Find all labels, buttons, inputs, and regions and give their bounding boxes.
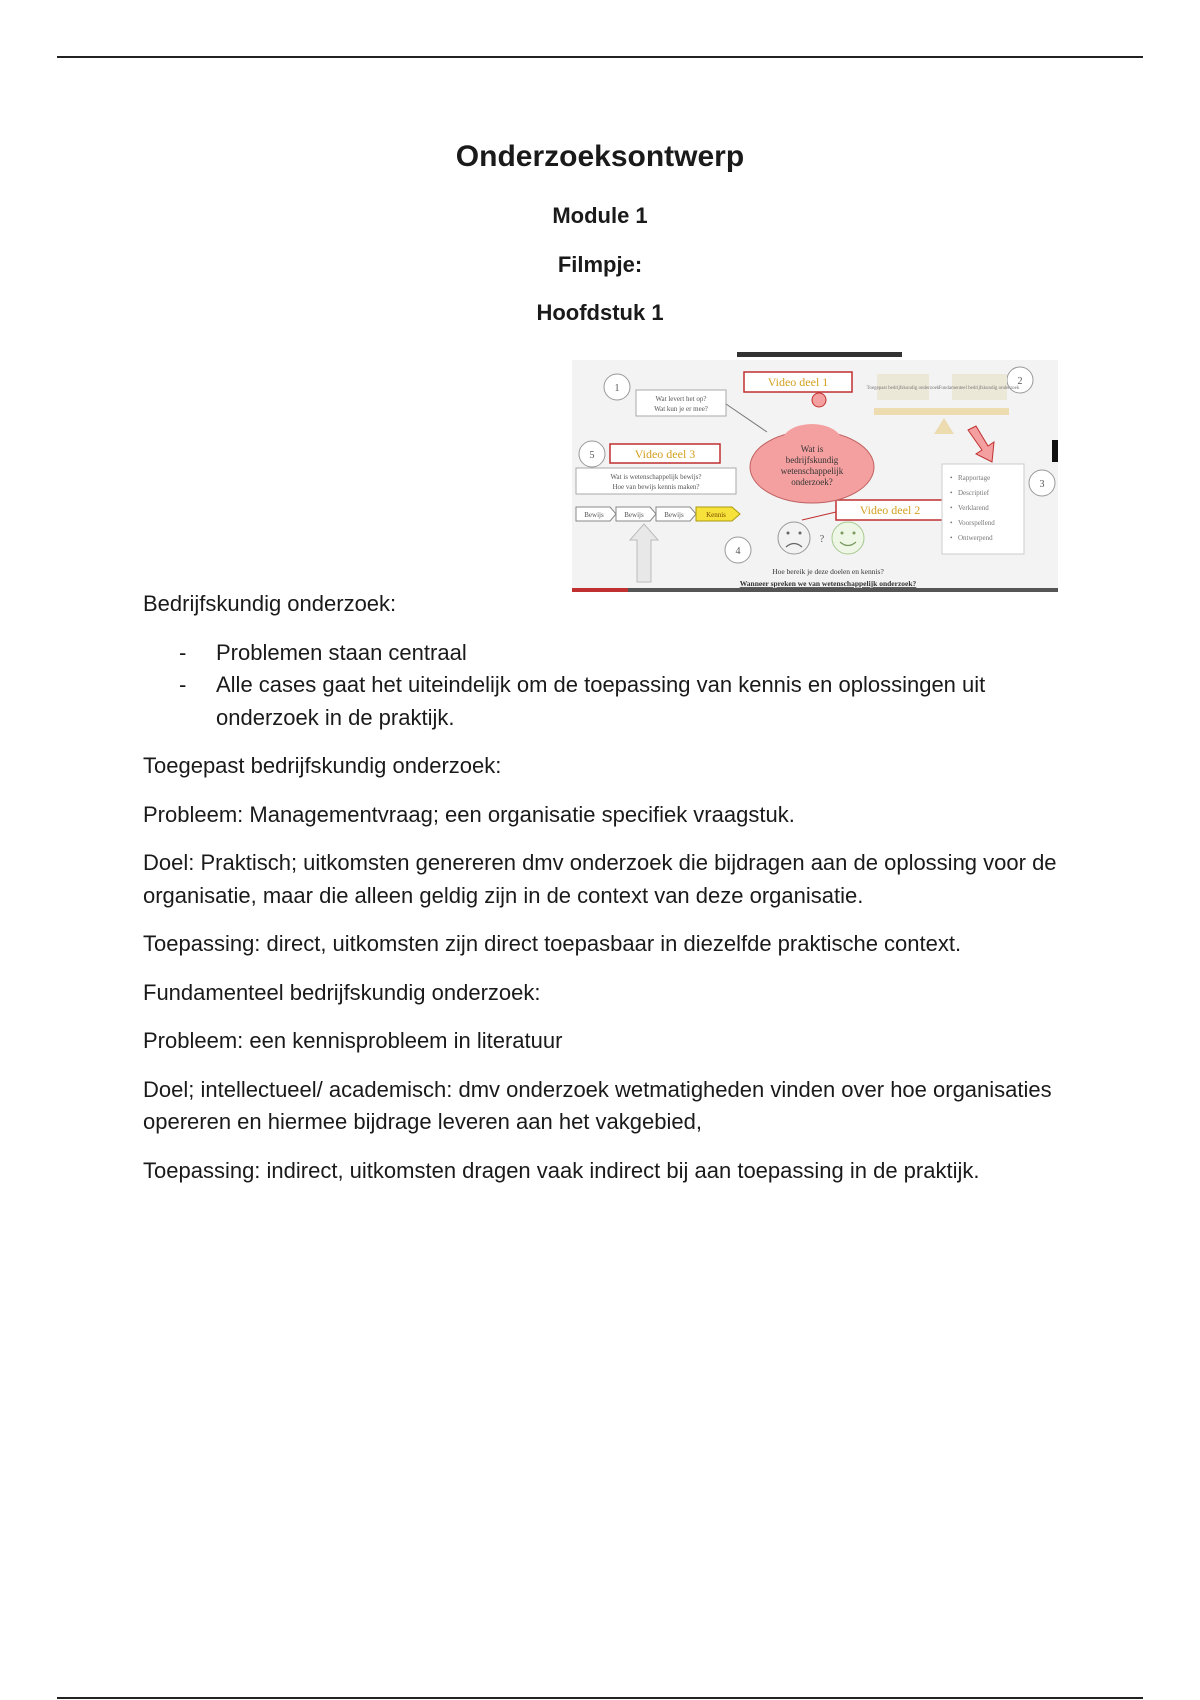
bottom-question-2: Wanneer spreken we van wetenschappelijk onderzoek? (739, 579, 917, 588)
toegepast-doel: Doel: Praktisch; uitkomsten genereren dmv onderzoek die bijdragen aan de oplossing voor de organisatie, maar die alleen geldig zijn in de context van deze organisatie. (143, 850, 1057, 908)
question-mark: ? (819, 534, 825, 545)
filmpje-heading: Filmpje: (557, 252, 643, 277)
page-title: Onderzoeksontwerp (455, 140, 745, 173)
lecture-slide-image (572, 352, 1058, 592)
number-4: 4 (735, 546, 741, 557)
scale-right-label: Fundamenteel bedrijfskundig onderzoek (938, 386, 1020, 391)
bullet-dash: - (179, 639, 187, 665)
slide-side-marker (1052, 440, 1058, 462)
bullet-text: Problemen staan centraal (216, 639, 467, 665)
happy-face-icon (832, 522, 864, 554)
fundamenteel-probleem: Probleem: een kennisprobleem in literatuur (143, 1028, 563, 1053)
list-bullet-3: • (950, 504, 953, 512)
document-body (143, 588, 1063, 1203)
chain-label-kennis: Kennis (706, 511, 726, 519)
scale-beam (874, 408, 1009, 415)
list-bullet-2: • (950, 489, 953, 497)
fundamenteel-doel: Doel; intellectueel/ academisch: dmv onderzoek wetmatigheden vinden over hoe organisaties opereren en hiermee bijdrage leveren aan het vakgebied, (143, 1076, 1052, 1134)
video-deel-2-label: Video deel 2 (859, 503, 921, 517)
chain-label-1: Bewijs (584, 511, 604, 519)
list-bullet-4: • (950, 519, 953, 527)
sad-face-icon (778, 522, 810, 554)
research-type-3: Verklarend (958, 504, 989, 512)
question-5-line1: Wat is wetenschappelijk bewijs? (610, 473, 702, 481)
research-type-1: Rapportage (958, 474, 991, 482)
bedrijfskundig-list (143, 637, 1063, 735)
list-item (143, 669, 1063, 734)
toegepast-probleem: Probleem: Managementvraag; een organisatie specifiek vraagstuk. (143, 801, 795, 827)
research-type-4: Voorspellend (958, 519, 995, 527)
question-1-line2: Wat kun je er mee? (654, 405, 708, 413)
bottom-question-1: Hoe bereik je deze doelen en kennis? (772, 567, 884, 576)
number-1: 1 (614, 383, 620, 394)
video-1-bubble (812, 393, 826, 407)
cloud-line-3: wetenschappelijk (780, 466, 844, 476)
number-3: 3 (1039, 479, 1045, 490)
scale-left-label: Toegepast bedrijfskundig onderzoek (866, 386, 940, 391)
module-heading: Module 1 (552, 203, 648, 228)
number-2: 2 (1017, 376, 1023, 387)
fundamenteel-toepassing: Toepassing: indirect, uitkomsten dragen vaak indirect bij aan toepassing in de praktijk. (143, 1157, 980, 1183)
number-5: 5 (589, 450, 595, 461)
video-deel-3-label: Video deel 3 (634, 447, 696, 461)
slide-topbar (737, 352, 902, 357)
research-type-5: Ontwerpend (958, 534, 993, 542)
bullet-dash: - (179, 672, 187, 697)
list-bullet-1: • (950, 474, 953, 482)
list-item (143, 637, 1063, 670)
chain-label-2: Bewijs (624, 511, 644, 519)
bottom-rule (57, 1697, 1143, 1699)
toegepast-toepassing: Toepassing: direct, uitkomsten zijn direct toepasbaar in diezelfde praktische context. (143, 931, 962, 956)
research-type-2: Descriptief (958, 489, 990, 497)
cloud-line-2: bedrijfskundig (785, 455, 839, 465)
video-deel-1-label: Video deel 1 (767, 375, 829, 389)
question-1-line1: Wat levert het op? (655, 395, 707, 403)
question-5-line2: Hoe van bewijs kennis maken? (612, 483, 700, 491)
fundamenteel-heading: Fundamenteel bedrijfskundig onderzoek: (143, 979, 541, 1005)
top-rule (57, 56, 1143, 58)
chapter-heading: Hoofdstuk 1 (536, 300, 664, 325)
chain-label-3: Bewijs (664, 511, 684, 519)
toegepast-heading: Toegepast bedrijfskundig onderzoek: (143, 753, 502, 778)
bedrijfskundig-heading: Bedrijfskundig onderzoek: (143, 591, 397, 616)
cloud-line-1: Wat is (800, 444, 824, 454)
cloud-line-4: onderzoek? (791, 477, 833, 487)
bullet-text: Alle cases gaat het uiteindelijk om de toepassing van kennis en oplossingen uit onderzoek in de praktijk. (216, 672, 986, 730)
list-bullet-5: • (950, 534, 953, 542)
